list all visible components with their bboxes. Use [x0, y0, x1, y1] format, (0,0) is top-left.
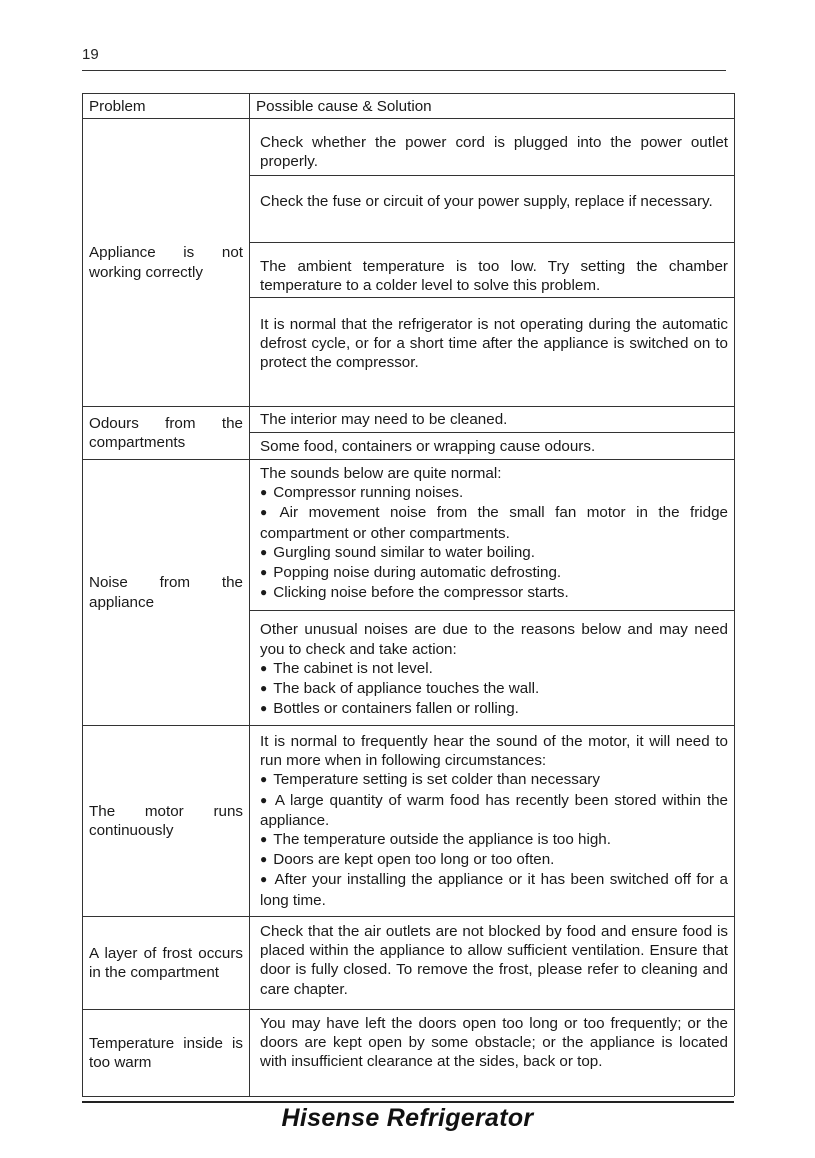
bullet-item: ● Gurgling sound similar to water boiling. [260, 543, 728, 563]
solution-cell [250, 1009, 735, 1096]
bottom-divider [82, 1101, 734, 1103]
solution-cell [250, 916, 735, 1009]
solution-item: It is normal that the refrigerator is not operating during the automatic defrost cycle, or for a short time after the appliance is switched on to protect the compressor. [250, 297, 734, 378]
header-problem: Problem [83, 93, 250, 118]
troubleshooting-table [82, 93, 734, 1097]
problem-text: Temperature inside is too warm [89, 1034, 243, 1071]
problem-text: Noise from the appliance [89, 574, 243, 611]
problem-cell [83, 406, 250, 459]
solution-cell [250, 725, 735, 916]
bullet-item: ● Popping noise during automatic defrosting. [260, 563, 728, 583]
solution-item: It is normal to frequently hear the sound of the motor, it will need to run more when in following circumstances: ● Temperature setting is set colder than necessary ● A large quantity of warm food has recently been stored within the appliance. ● The temperature outside the appliance is too high. ● Doors are kept open too long or too often. ● After your installing the appliance or it has been switched off for a long time. [250, 726, 734, 916]
solution-item: Check that the air outlets are not blocked by food and ensure food is placed within the appliance to allow sufficient ventilation. Ensure that door is fully closed. To remove the frost, please refer to cleaning and care chapter. [260, 923, 728, 998]
problem-cell [83, 459, 250, 725]
problem-text: A layer of frost occurs in the compartment [89, 944, 243, 981]
problem-text: The motor runs continuously [89, 802, 243, 839]
solution-cell [250, 118, 735, 406]
solution-cell [250, 459, 735, 725]
brand-logo-text: Hisense Refrigerator [281, 1104, 534, 1132]
solution-item: Other unusual noises are due to the reasons below and may need you to check and take action: ● The cabinet is not level. ● The back of appliance touches the wall. ● Bottles or containers fallen or rolling. [250, 610, 734, 725]
solution-item: Some food, containers or wrapping cause odours. [250, 432, 734, 460]
bullet-item: ● Compressor running noises. [260, 483, 728, 503]
solution-cell [250, 406, 735, 459]
bullet-item: ● Bottles or containers fallen or rolling. [260, 699, 728, 719]
problem-cell [83, 725, 250, 916]
bullet-item: ● Clicking noise before the compressor starts. [260, 583, 728, 603]
bullet-item: ● The temperature outside the appliance is too high. [260, 830, 728, 850]
header-solution: Possible cause & Solution [250, 93, 735, 118]
solution-item: Check whether the power cord is plugged into the power outlet properly. [260, 134, 728, 171]
bullet-item: ● Air movement noise from the small fan motor in the fridge compartment or other compartments. [260, 503, 728, 542]
problem-cell [83, 118, 250, 406]
solution-item: The sounds below are quite normal: ● Compressor running noises. ● Air movement noise from the small fan motor in the fridge compartment or other compartments. ● Gurgling sound similar to water boiling. ● Popping noise during automatic defrosting. ● Clicking noise before the compressor starts. [250, 460, 734, 610]
solution-item: The interior may need to be cleaned. [260, 411, 508, 428]
solution-item: The ambient temperature is too low. Try setting the chamber temperature to a colder level to solve this problem. [250, 242, 734, 297]
bullet-item: ● The cabinet is not level. [260, 659, 728, 679]
bullet-item: ● A large quantity of warm food has recently been stored within the appliance. [260, 791, 728, 830]
solution-item: You may have left the doors open too long or too frequently; or the doors are kept open by some obstacle; or the appliance is located with insufficient clearance at the sides, back or top. [260, 1015, 728, 1071]
page-number: 19 [82, 46, 99, 63]
problem-cell [83, 916, 250, 1009]
problem-text: Appliance is not working correctly [89, 244, 243, 281]
problem-cell [83, 1009, 250, 1096]
solution-item: Check the fuse or circuit of your power supply, replace if necessary. [250, 175, 734, 242]
bullet-item: ● Doors are kept open too long or too often. [260, 850, 728, 870]
bullet-item: ● After your installing the appliance or it has been switched off for a long time. [260, 870, 728, 909]
top-divider [82, 70, 726, 71]
problem-text: Odours from the compartments [89, 414, 243, 451]
bullet-item: ● Temperature setting is set colder than necessary [260, 770, 728, 790]
bullet-item: ● The back of appliance touches the wall. [260, 679, 728, 699]
